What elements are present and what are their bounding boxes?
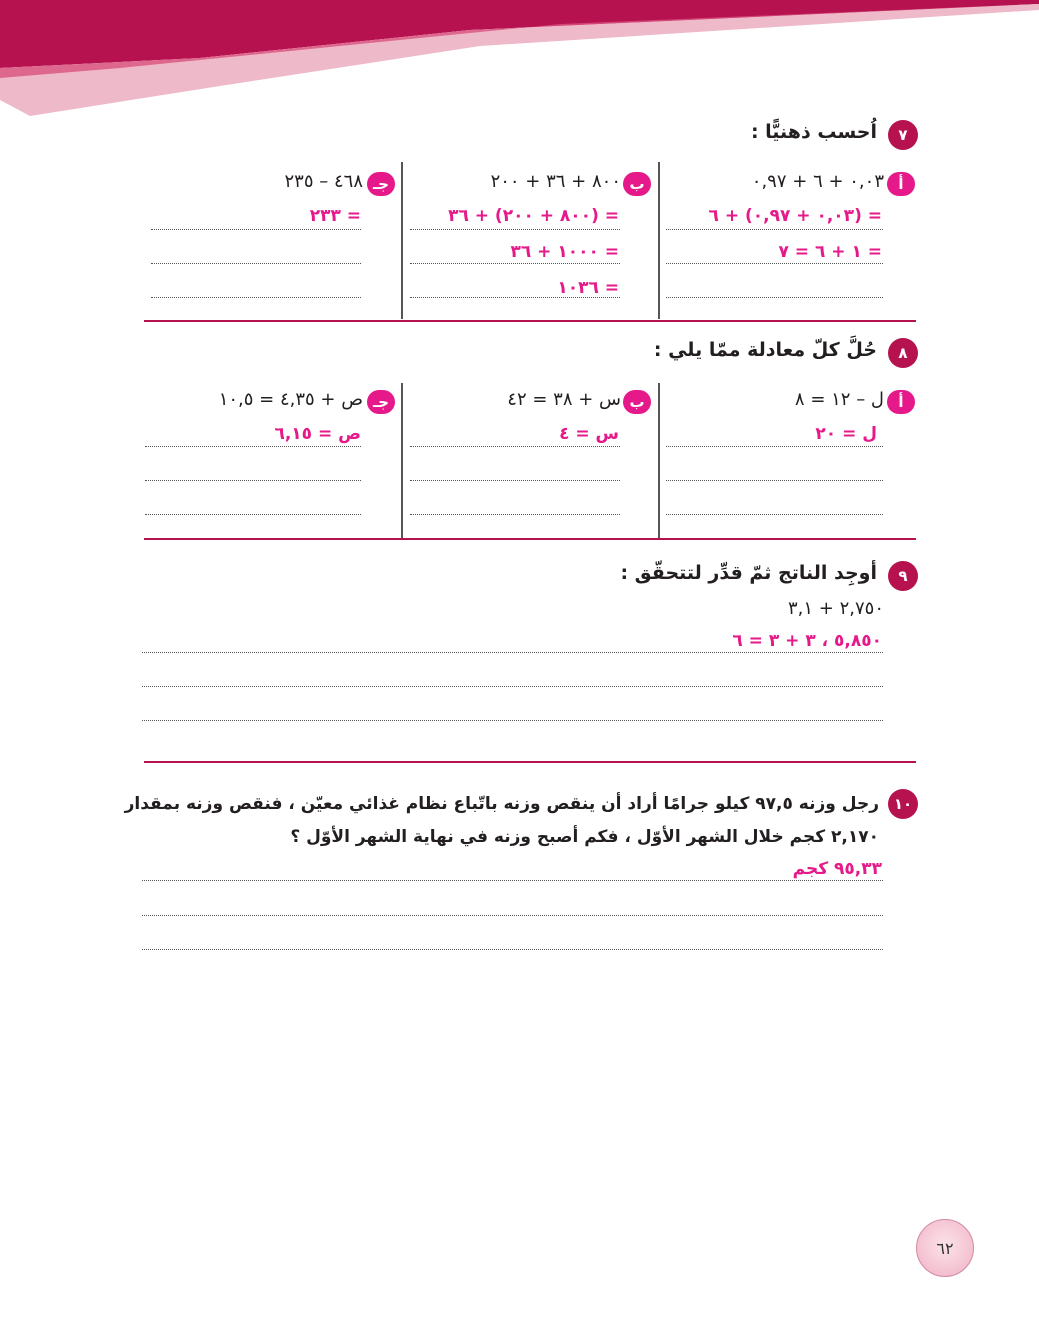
question-8-number: ٨ [888, 338, 918, 368]
q9-expression: ٢,٧٥٠ + ٣,١ [788, 598, 884, 619]
answer-line [142, 686, 883, 687]
q7b-answer-line1: = (٨٠٠ + ٢٠٠) + ٣٦ [448, 206, 619, 226]
q9-answer: ٥,٨٥٠ ، ٣ + ٣ = ٦ [732, 631, 882, 651]
answer-line [151, 263, 361, 264]
answer-line [666, 297, 883, 298]
answer-line [410, 514, 620, 515]
q7c-answer-line1: = ٢٣٣ [309, 206, 361, 226]
q8c-answer: ص = ٦,١٥ [274, 424, 361, 444]
part-a-label: أ [887, 172, 915, 196]
answer-line [145, 480, 361, 481]
answer-line [666, 229, 883, 230]
answer-line [410, 446, 620, 447]
q7b-answer-line3: = ١٠٣٦ [557, 278, 619, 298]
section-divider [144, 320, 916, 322]
answer-line [410, 297, 620, 298]
question-10-number: ١٠ [888, 789, 918, 819]
answer-line [142, 880, 883, 881]
section-divider [144, 761, 916, 763]
answer-line [666, 514, 883, 515]
column-divider [401, 383, 403, 538]
answer-line [666, 263, 883, 264]
part-a-label: أ [887, 390, 915, 414]
q8a-equation: ل – ١٢ = ٨ [794, 389, 884, 410]
column-divider [658, 383, 660, 538]
question-7-title: اُحسب ذهنيًّا : [750, 121, 877, 143]
q7a-expression: ٠,٠٣ + ٦ + ٠,٩٧ [751, 171, 884, 192]
answer-line [145, 514, 361, 515]
answer-line [142, 652, 883, 653]
answer-line [666, 480, 883, 481]
part-c-label: جـ [367, 390, 395, 414]
q7b-expression: ٨٠٠ + ٣٦ + ٢٠٠ [490, 171, 621, 192]
part-c-label: جـ [367, 172, 395, 196]
q7a-answer-line1: = (٠,٠٣ + ٠,٩٧) + ٦ [708, 206, 882, 226]
answer-line [410, 480, 620, 481]
answer-line [410, 229, 620, 230]
question-8-title: حُلَّ كلّ معادلة ممّا يلي : [653, 339, 877, 361]
q8b-equation: س + ٣٨ = ٤٢ [507, 389, 621, 410]
answer-line [142, 720, 883, 721]
question-9-title: أوجِد الناتج ثمّ قدِّر لتتحقّق : [620, 562, 877, 584]
answer-line [151, 297, 361, 298]
q8a-answer: ل = ٢٠ [815, 424, 877, 444]
q10-text-line2: ٢,١٧٠ كجم خلال الشهر الأوّل ، فكم أصبح وزنه في نهاية الشهر الأوّل ؟ [290, 827, 879, 847]
part-b-label: ب [623, 390, 651, 414]
q10-text-line1: رجل وزنه ٩٧,٥ كيلو جرامًا أراد أن ينقص وزنه باتّباع نظام غذائي معيّن ، فنقص وزنه بمقدار [124, 794, 879, 814]
part-b-label: ب [623, 172, 651, 196]
answer-line [410, 263, 620, 264]
column-divider [401, 162, 403, 319]
question-9-number: ٩ [888, 561, 918, 591]
q8c-equation: ص + ٤,٣٥ = ١٠,٥ [218, 389, 363, 410]
page-number: ٦٢ [916, 1219, 974, 1277]
q10-answer: ٩٥,٣٣ كجم [792, 859, 882, 879]
column-divider [658, 162, 660, 319]
header-banner [0, 0, 1039, 120]
section-divider [144, 538, 916, 540]
answer-line [151, 229, 361, 230]
q8b-answer: س = ٤ [559, 424, 619, 444]
answer-line [142, 915, 883, 916]
answer-line [142, 949, 883, 950]
answer-line [145, 446, 361, 447]
answer-line [666, 446, 883, 447]
q7a-answer-line2: = ١ + ٦ = ٧ [778, 242, 882, 262]
q7c-expression: ٤٦٨ – ٢٣٥ [284, 171, 363, 192]
question-7-number: ٧ [888, 120, 918, 150]
q7b-answer-line2: = ١٠٠٠ + ٣٦ [510, 242, 619, 262]
